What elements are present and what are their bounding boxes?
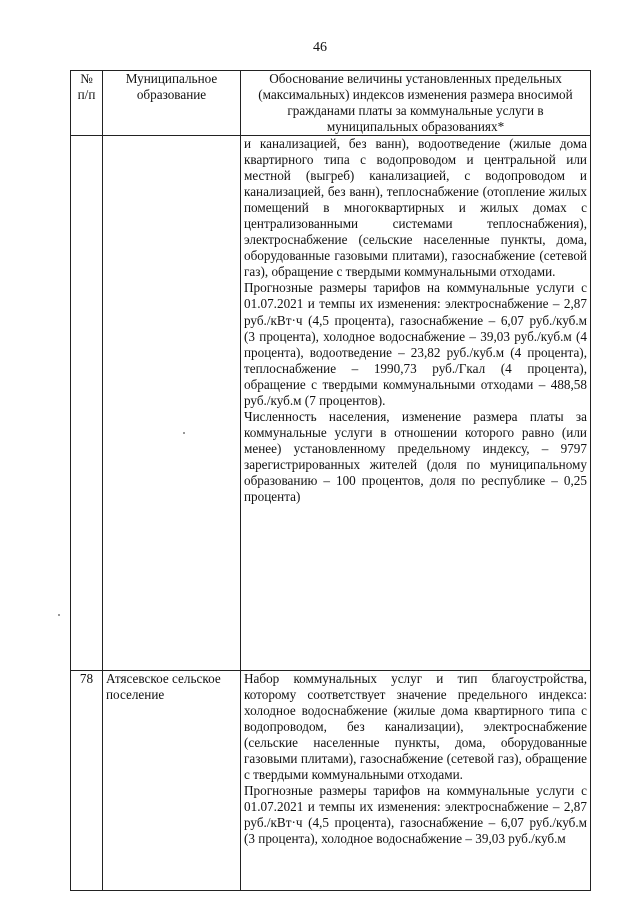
row-num: 78 (71, 671, 103, 891)
row-municipality (103, 136, 241, 671)
header-num: № п/п (71, 71, 103, 136)
basis-paragraph: и канализацией, без ванн), водоотведение (жилые дома квартирного типа с водопроводом и центральной или местной (выгреб) канализацией, с водопроводом и канализацией, без ванн), теплоснабжение (отопление жилых помещений в многоквартирных и жилых домах с централизованными системами теплоснабжения), электроснабжение (сельские населенные пункты, дома, оборудованные газовыми плитами), газоснабжение (сетевой газ), обращение с твердыми коммунальными отходами. (244, 136, 587, 280)
table-row (71, 671, 591, 891)
indices-table (70, 70, 591, 891)
table-row (71, 136, 591, 671)
page-number: 46 (313, 40, 327, 55)
scan-speck (58, 614, 60, 616)
header-municipality: Муниципальное образование (103, 71, 241, 136)
table-header-row (71, 71, 591, 136)
basis-paragraph: Численность населения, изменение размера платы за коммунальные услуги в отношении которого равно (или менее) установленному предельному индексу, – 9797 зарегистрированных жителей (доля по муниципальному образованию – 100 процентов, доля по республике – 0,25 процента) (244, 408, 587, 505)
basis-paragraph: Прогнозные размеры тарифов на коммунальные услуги с 01.07.2021 и темпы их изменения: электроснабжение – 2,87 руб./кВт·ч (4,5 процента), газоснабжение – 6,07 руб./куб.м (3 процента), холодное водоснабжение – 39,03 руб./куб.м (244, 783, 587, 847)
scan-speck (183, 432, 185, 434)
row-municipality: Атясевское сельское поселение (103, 671, 241, 891)
basis-paragraph: Прогнозные размеры тарифов на коммунальные услуги с 01.07.2021 и темпы их изменения: электроснабжение – 2,87 руб./кВт·ч (4,5 процента), газоснабжение – 6,07 руб./куб.м (3 процента), холодное водоснабжение – 39,03 руб./куб.м (4 процента), водоотведение – 23,82 руб./куб.м (4 процента), теплоснабжение – 1990,73 руб./Гкал (4 процента), обращение с твердыми коммунальными отходами – 488,58 руб./куб.м (7 процентов). (244, 280, 587, 408)
header-basis: Обоснование величины установленных предельных (максимальных) индексов изменения размера вносимой гражданами платы за коммунальные услуги в муниципальных образованиях* (241, 71, 591, 136)
basis-paragraph: Набор коммунальных услуг и тип благоустройства, которому соответствует значение предельного индекса: холодное водоснабжение (жилые дома квартирного типа с водопроводом, без канализации), электроснабжение (сельские населенные пункты, дома, оборудованные газовыми плитами), газоснабжение (сетевой газ), обращение с твердыми коммунальными отходами. (244, 671, 587, 783)
row-basis (241, 671, 591, 891)
row-num (71, 136, 103, 671)
row-basis (241, 136, 591, 671)
